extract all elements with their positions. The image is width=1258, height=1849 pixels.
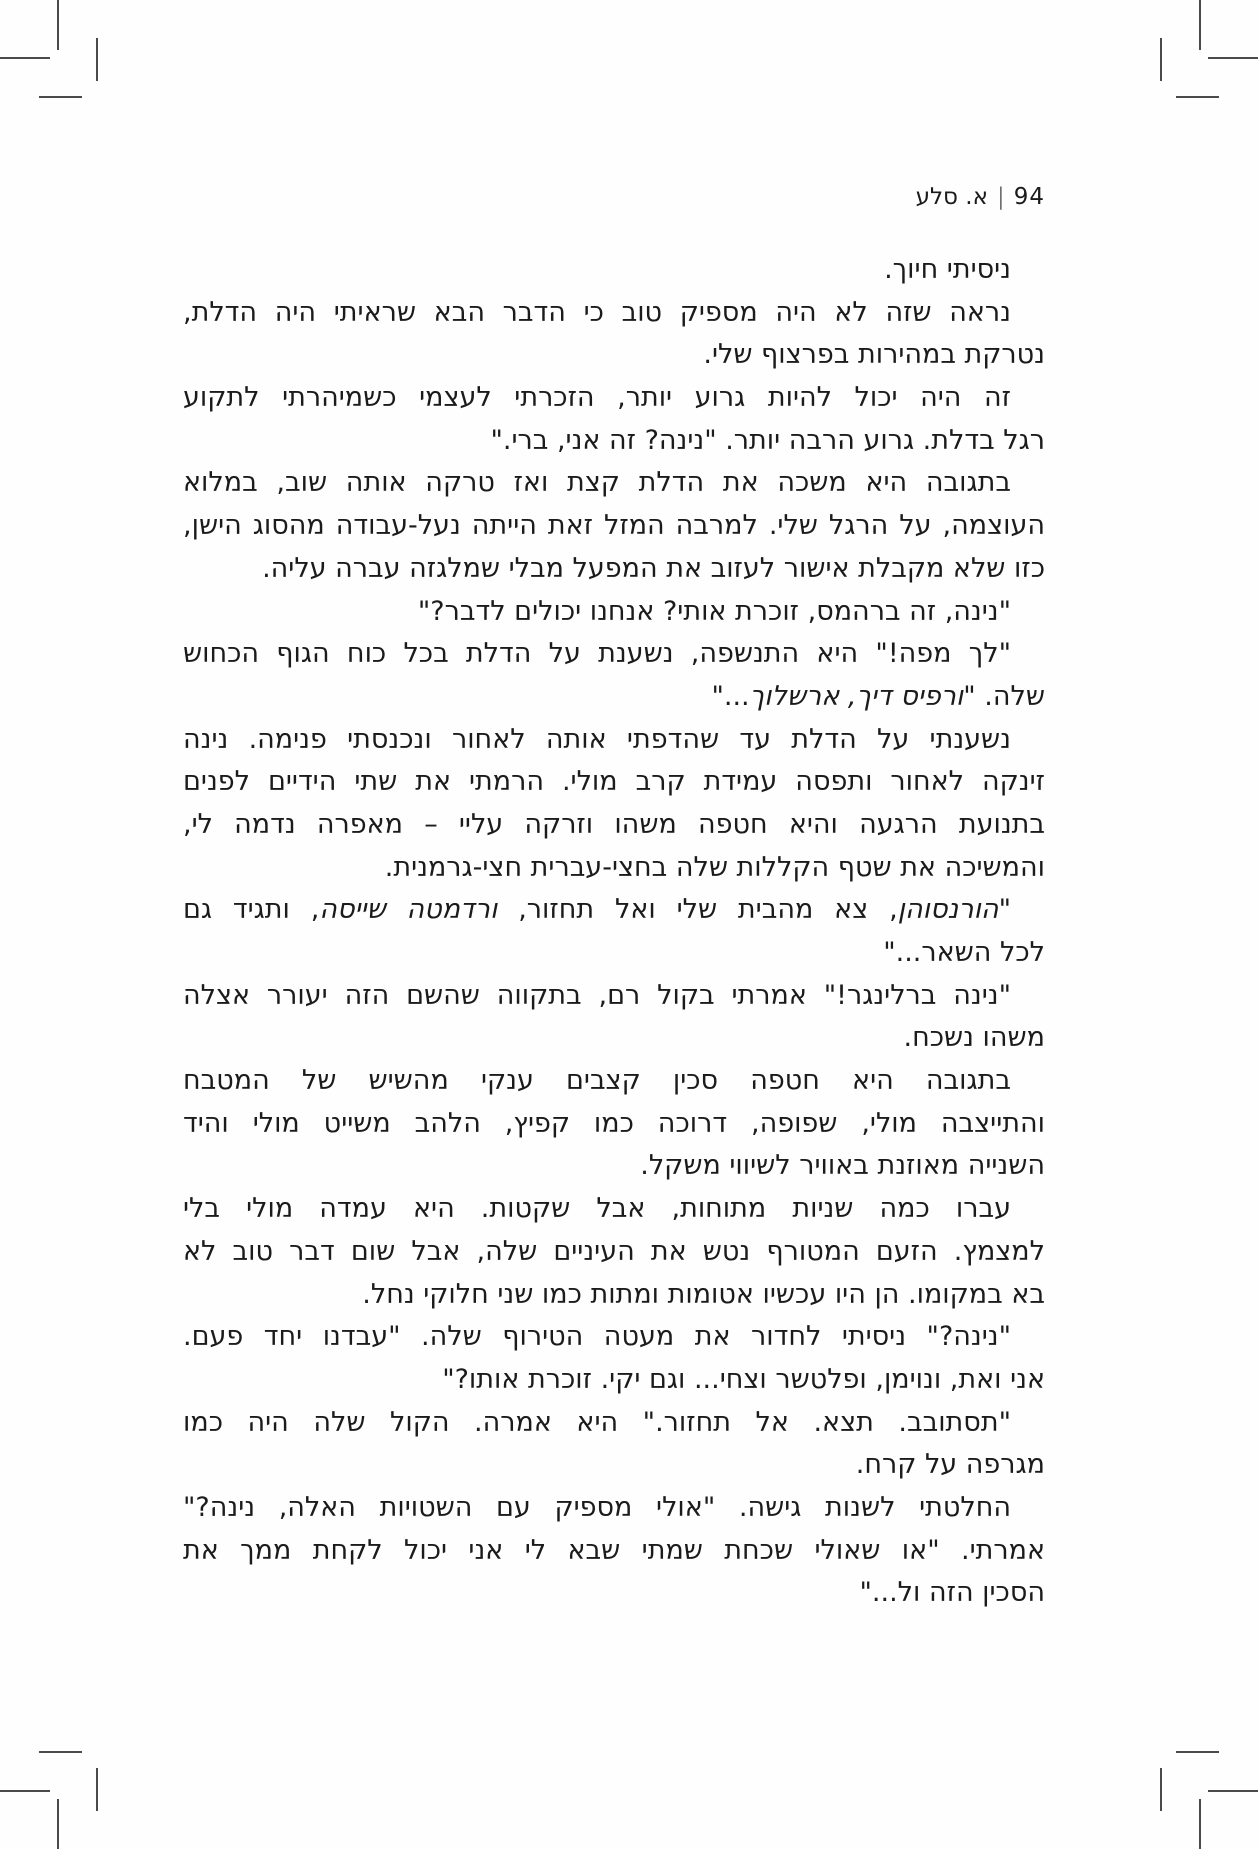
text-run: והתייצבה מולי, שפופה, דרוכה כמו קפיץ, הלהב משייט מולי והיד (183, 1107, 1045, 1139)
text-line (183, 548, 1045, 591)
text-run: ..." (711, 680, 750, 712)
text-line (183, 1444, 1045, 1487)
crop-mark-bottom-left-inner-horizontal (39, 1751, 82, 1753)
text-run: העוצמה, על הרגל שלי. למרבה המזל זאת הייתה נעל-עבודה מהסוג הישן, (183, 510, 1045, 542)
body-text (183, 249, 1045, 1615)
text-line (183, 804, 1045, 847)
text-line (183, 505, 1045, 548)
text-run: " (998, 894, 1011, 926)
crop-mark-bottom-right-inner-horizontal (1176, 1751, 1219, 1753)
crop-mark-top-right-horizontal (1208, 57, 1258, 59)
crop-mark-top-right-inner-vertical (1160, 38, 1162, 81)
text-line (183, 1145, 1045, 1188)
text-run: הסכין הזה ול..." (859, 1577, 1045, 1609)
text-run: "תסתובב. תצא. אל תחזור." היא אמרה. הקול שלה היה כמו (183, 1406, 1011, 1438)
text-run: זה היה יכול להיות גרוע יותר, הזכרתי לעצמי כשמיהרתי לתקוע (183, 382, 1011, 414)
text-run: השנייה מאוזנת באוויר לשיווי משקל. (640, 1150, 1045, 1182)
emphasized-text-run: הורנסוהן (897, 894, 999, 926)
text-line (183, 1060, 1045, 1103)
text-run: מגרפה על קרח. (855, 1449, 1045, 1481)
text-line (183, 847, 1045, 890)
text-line (183, 633, 1045, 676)
text-run: בתנועת הרגעה והיא חטפה משהו וזרקה עליי – מאפרה נדמה לי, (183, 808, 1045, 840)
text-run: "נינה, זה ברהמס, זוכרת אותי? אנחנו יכולים לדבר?" (417, 595, 1011, 627)
text-line (183, 1274, 1045, 1317)
text-run: בתגובה היא משכה את הדלת קצת ואז טרקה אותה שוב, במלוא (183, 467, 1011, 499)
text-run: זינקה לאחור ותפסה עמידת קרב מולי. הרמתי את שתי הידיים לפנים (183, 766, 1045, 798)
text-run: נראה שזה לא היה מספיק טוב כי הדבר הבא שראיתי היה הדלת, (183, 296, 1011, 328)
crop-mark-top-right-inner-horizontal (1176, 96, 1219, 98)
page-number: 94 (1013, 184, 1045, 210)
text-line (183, 1572, 1045, 1615)
text-line (183, 975, 1045, 1018)
crop-mark-bottom-right-horizontal (1208, 1790, 1258, 1792)
text-line (183, 420, 1045, 463)
crop-mark-top-left-inner-horizontal (39, 96, 82, 98)
text-run: "לך מפה!" היא התנשפה, נשענת על הדלת בכל כוח הגוף הכחוש (183, 638, 1011, 670)
text-line (183, 1402, 1045, 1445)
text-line (183, 591, 1045, 634)
text-line (183, 1188, 1045, 1231)
text-line (183, 1103, 1045, 1146)
text-line (183, 462, 1045, 505)
text-line (183, 1017, 1045, 1060)
text-run: ניסיתי חיוך. (884, 254, 1011, 285)
text-line (183, 249, 1045, 292)
text-run: רגל בדלת. גרוע הרבה יותר. "נינה? זה אני, ברי." (490, 424, 1045, 456)
crop-mark-bottom-left-vertical (57, 1799, 59, 1849)
header-separator: | (996, 184, 1005, 210)
text-line (183, 889, 1045, 932)
text-line (183, 292, 1045, 335)
text-run: משהו נשכח. (903, 1022, 1045, 1054)
text-line (183, 1231, 1045, 1274)
author-name: א. סלע (915, 184, 988, 210)
text-run: והמשיכה את שטף הקללות שלה בחצי-עברית חצי-גרמנית. (384, 851, 1045, 883)
text-run: נטרקת במהירות בפרצוף שלי. (703, 339, 1045, 371)
text-run: אני ואת, ונוימן, ופלטשר וצחי... וגם יקי. זוכרת אותו?" (442, 1363, 1045, 1395)
text-line (183, 676, 1045, 719)
crop-mark-bottom-left-inner-vertical (96, 1768, 98, 1811)
text-run: "נינה ברלינגר!" אמרתי בקול רם, בתקווה שהשם הזה יעורר אצלה (183, 979, 1011, 1011)
text-line (183, 1530, 1045, 1573)
crop-mark-top-left-horizontal (0, 57, 50, 59)
text-run: , צא מהבית שלי ואל תחזור, (497, 894, 898, 926)
text-run: נשענתי על הדלת עד שהדפתי אותה לאחור ונכנסתי פנימה. נינה (183, 723, 1011, 755)
text-run: , ותגיד גם (183, 894, 320, 926)
text-run: בא במקומו. הן היו עכשיו אטומות ומתות כמו שני חלוקי נחל. (362, 1278, 1045, 1310)
text-run: אמרתי. "או שאולי שכחת שמתי שבא לי אני יכול לקחת ממך את (183, 1534, 1045, 1566)
crop-mark-bottom-right-vertical (1199, 1799, 1201, 1849)
text-line (183, 719, 1045, 762)
text-run: בתגובה היא חטפה סכין קצבים ענקי מהשיש של המטבח (183, 1065, 1011, 1097)
text-run: כזו שלא מקבלת אישור לעזוב את המפעל מבלי שמלגזה עברה עליה. (262, 552, 1045, 584)
text-line (183, 932, 1045, 975)
text-run: לכל השאר..." (883, 937, 1045, 968)
text-run: למצמץ. הזעם המטורף נטש את העיניים שלה, אבל שום דבר טוב לא (183, 1235, 1045, 1267)
text-run: "נינה?" ניסיתי לחדור את מעטה הטירוף שלה. "עבדנו יחד פעם. (183, 1321, 1011, 1353)
text-run: שלה. " (963, 680, 1045, 712)
text-line (183, 334, 1045, 377)
text-run: עברו כמה שניות מתוחות, אבל שקטות. היא עמדה מולי בלי (183, 1193, 1011, 1225)
emphasized-text-run: ורדמטה שייסה (319, 894, 498, 926)
text-line (183, 1359, 1045, 1402)
running-header (916, 180, 1045, 214)
crop-mark-top-right-vertical (1199, 0, 1201, 50)
crop-mark-top-left-inner-vertical (96, 38, 98, 81)
text-run: החלטתי לשנות גישה. "אולי מספיק עם השטויות האלה, נינה?" (183, 1491, 1011, 1523)
crop-mark-bottom-right-inner-vertical (1160, 1768, 1162, 1811)
emphasized-text-run: ורפיס דיך, ארשלוך (749, 680, 964, 712)
text-line (183, 1316, 1045, 1359)
text-line (183, 377, 1045, 420)
crop-mark-bottom-left-horizontal (0, 1790, 50, 1792)
crop-mark-top-left-vertical (57, 0, 59, 50)
text-line (183, 1487, 1045, 1530)
text-line (183, 761, 1045, 804)
